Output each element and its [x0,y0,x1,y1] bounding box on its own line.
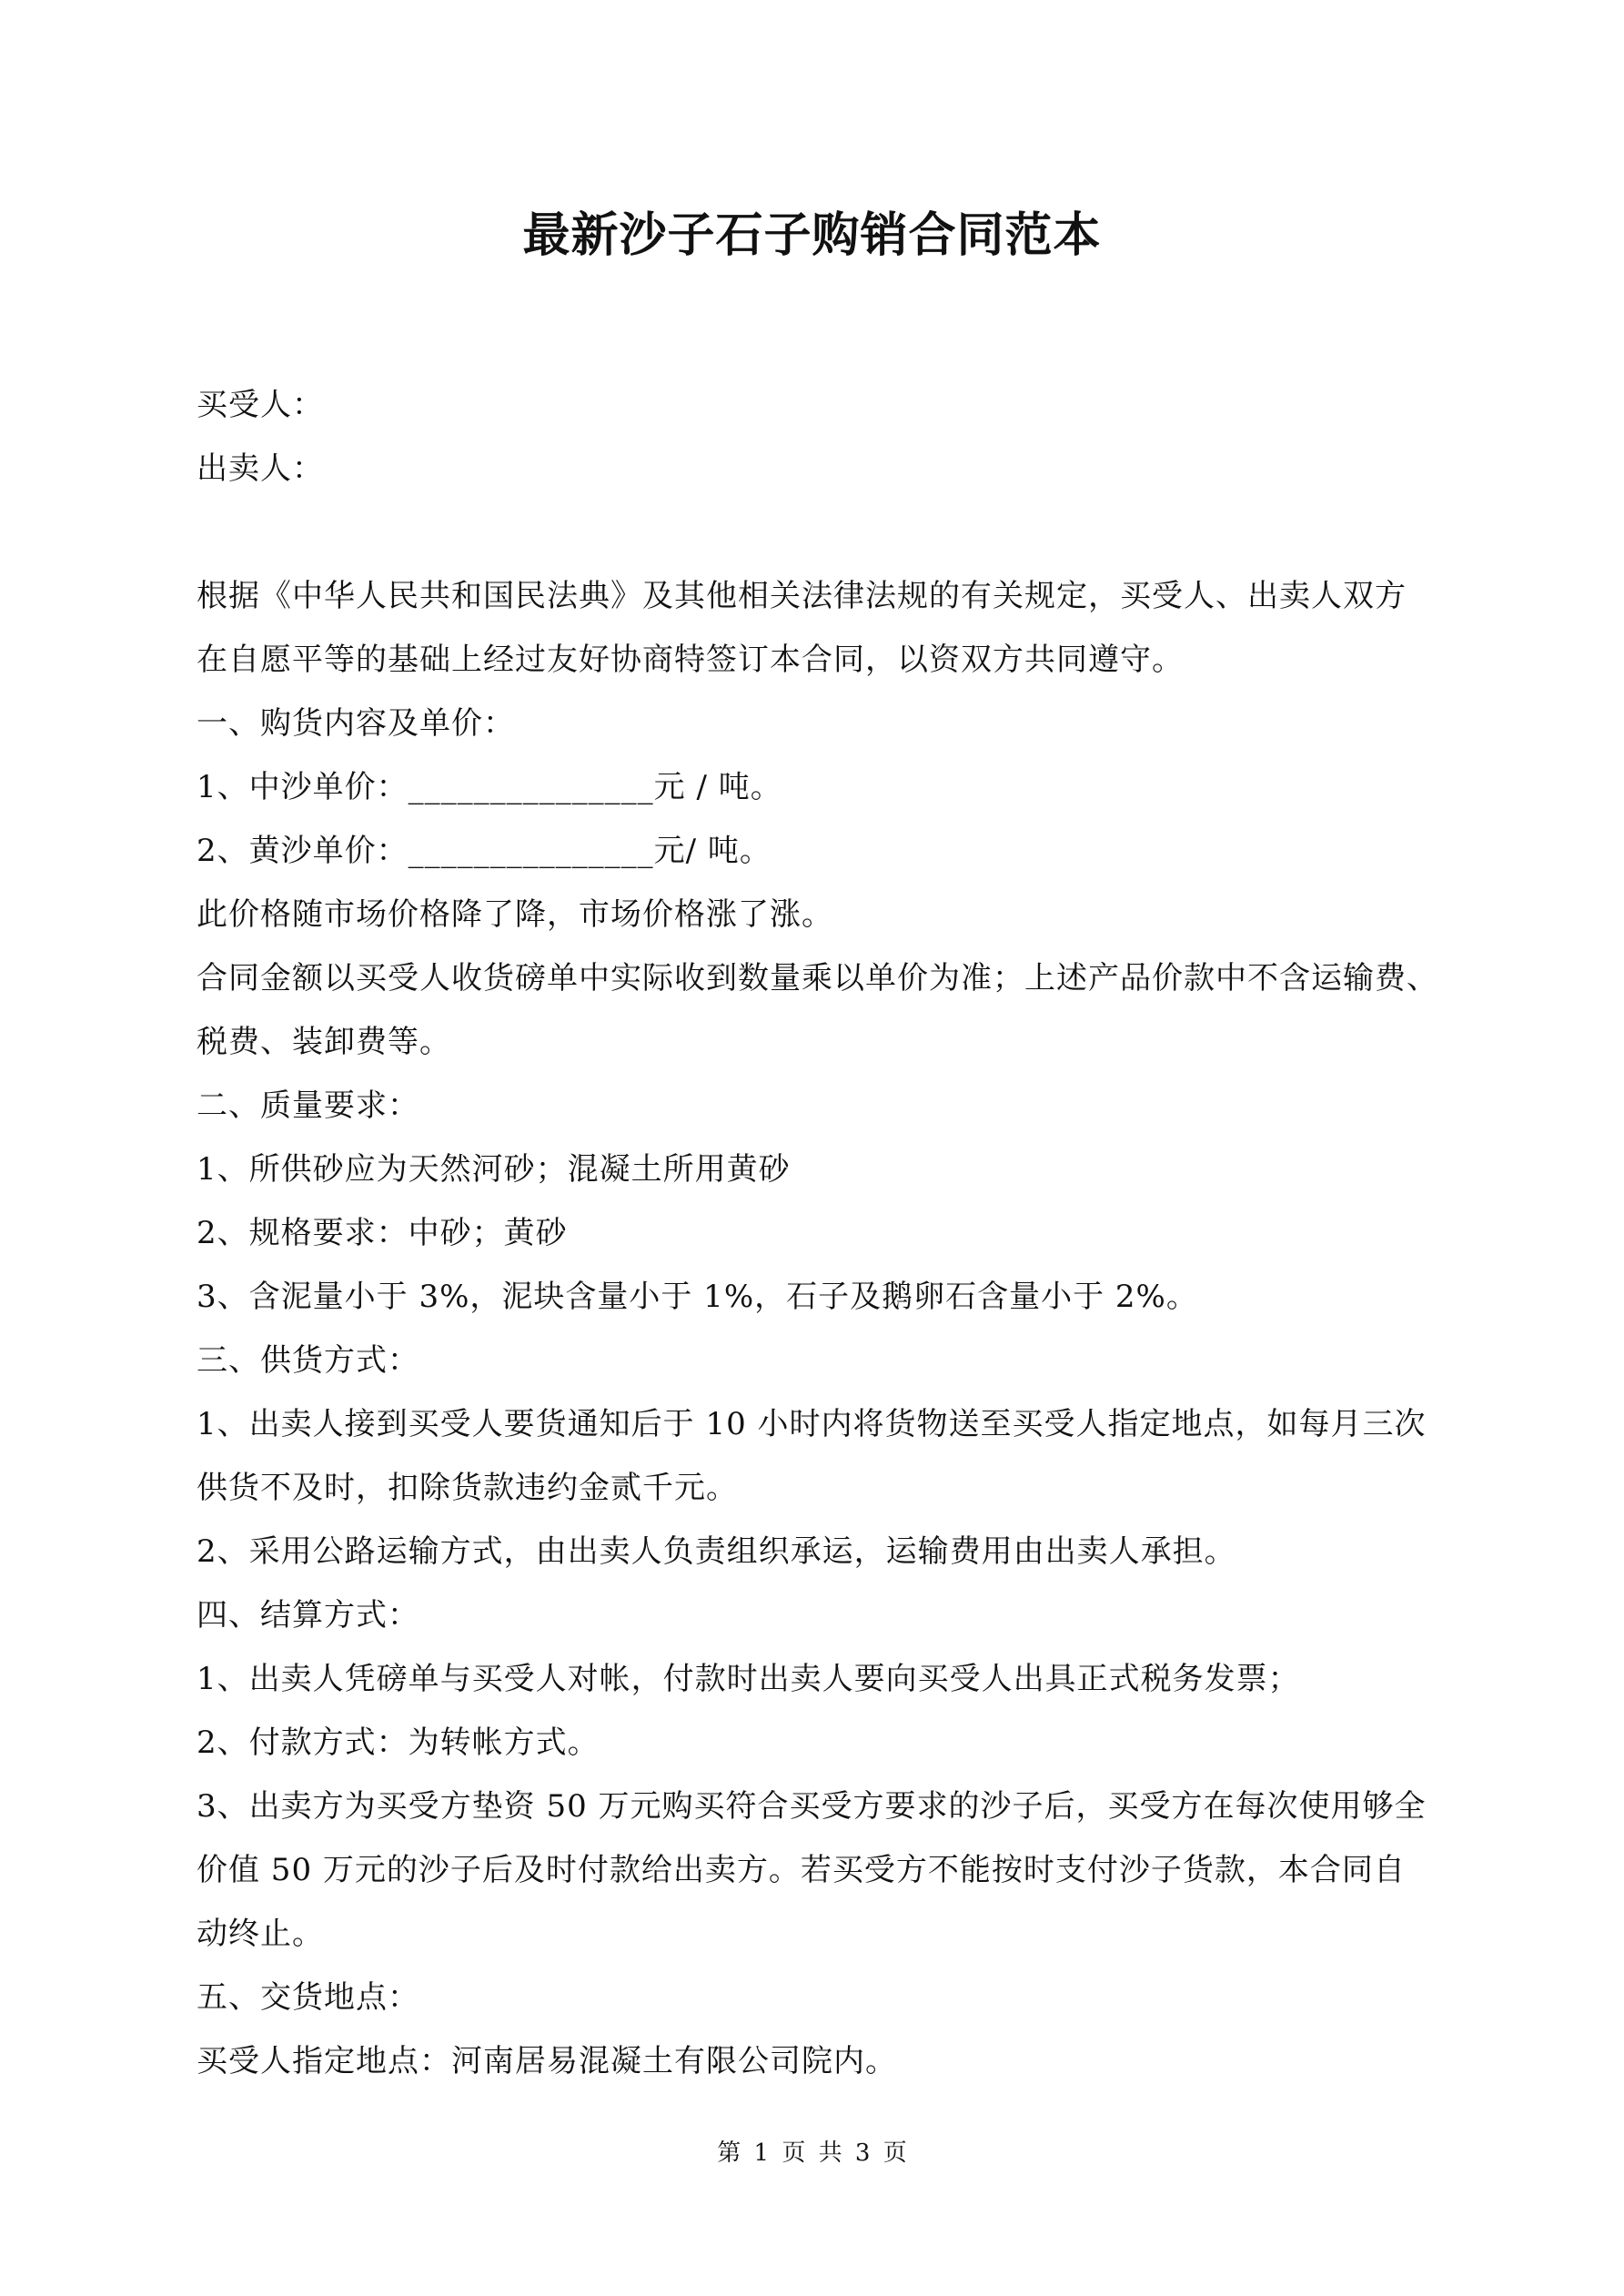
paragraph-line: 1、中沙单价：_______________元 / 吨。 [197,769,782,805]
paragraph-line: 价值 50 万元的沙子后及时付款给出卖方。若买受方不能按时支付沙子货款，本合同自 [197,1852,1406,1888]
spacer [197,501,1443,564]
section-heading: 二、质量要求： [197,1087,419,1124]
section-heading: 三、供货方式： [197,1342,419,1379]
paragraph-line: 1、出卖人接到买受人要货通知后于 10 小时内将货物送至买受人指定地点，如每月三次 [197,1406,1427,1442]
paragraph-line: 动终止。 [197,1916,324,1952]
seller-label: 出卖人： [197,450,324,487]
page-footer: 第 1 页 共 3 页 [717,2139,907,2167]
paragraph-line: 2、黄沙单价：_______________元/ 吨。 [197,833,772,869]
paragraph-line: 2、付款方式：为转帐方式。 [197,1725,600,1761]
paragraph-line: 此价格随市场价格降了降，市场价格涨了涨。 [197,896,833,933]
document-body [197,373,1443,2093]
paragraph-line: 2、规格要求：中砂；黄砂 [197,1215,568,1251]
paragraph-line: 根据《中华人民共和国民法典》及其他相关法律法规的有关规定，买受人、出卖人双方 [197,578,1407,614]
paragraph-line: 合同金额以买受人收货磅单中实际收到数量乘以单价为准；上述产品价款中不含运输费、 [197,960,1438,996]
paragraph-line: 3、含泥量小于 3%，泥块含量小于 1%，石子及鹅卵石含量小于 2%。 [197,1279,1198,1315]
section-heading: 四、结算方式： [197,1597,419,1633]
paragraph-line: 2、采用公路运输方式，由出卖人负责组织承运，运输费用由出卖人承担。 [197,1533,1236,1570]
paragraph-line: 供货不及时，扣除货款违约金贰千元。 [197,1470,738,1506]
buyer-label: 买受人： [197,387,324,423]
paragraph-line: 税费、装卸费等。 [197,1024,451,1060]
paragraph-line: 3、出卖方为买受方垫资 50 万元购买符合买受方要求的沙子后，买受方在每次使用够全 [197,1788,1427,1825]
paragraph-line: 在自愿平等的基础上经过友好协商特签订本合同，以资双方共同遵守。 [197,642,1184,678]
paragraph-line: 1、所供砂应为天然河砂；混凝土所用黄砂 [197,1151,791,1188]
document-title: 最新沙子石子购销合同范本 [522,207,1102,263]
paragraph-line: 买受人指定地点：河南居易混凝土有限公司院内。 [197,2043,897,2079]
section-heading: 一、购货内容及单价： [197,705,515,742]
paragraph-line: 1、出卖人凭磅单与买受人对帐，付款时出卖人要向买受人出具正式税务发票； [197,1661,1300,1697]
section-heading: 五、交货地点： [197,1979,419,2016]
